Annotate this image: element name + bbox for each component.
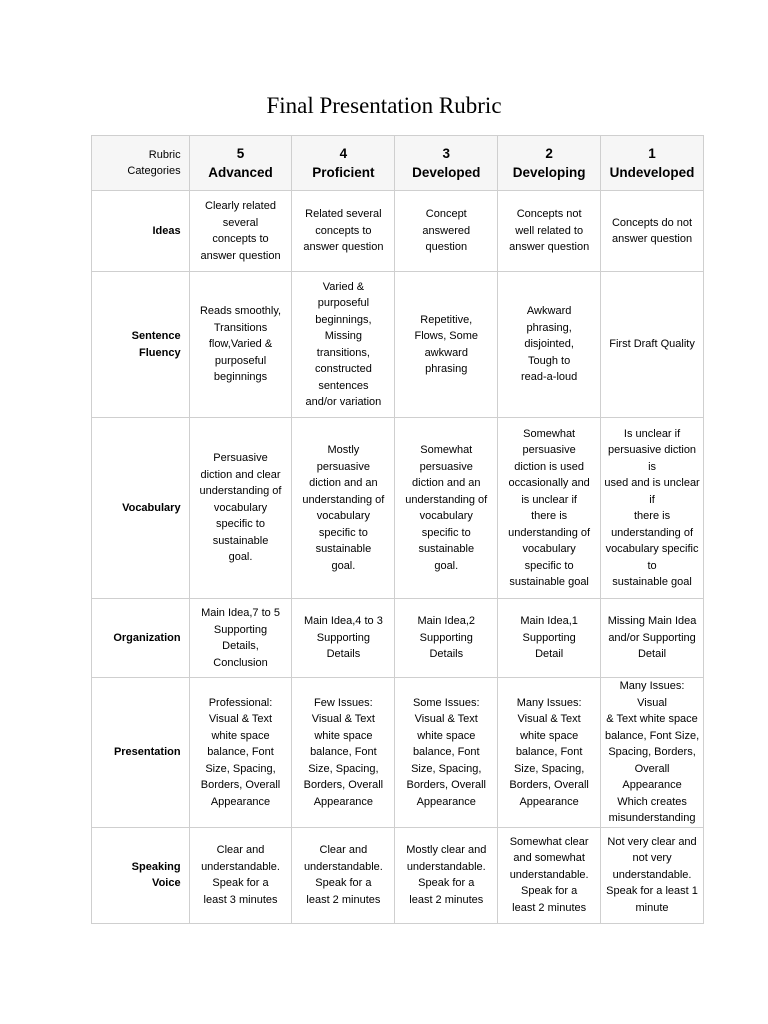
level-name: Undeveloped bbox=[609, 165, 695, 180]
cell-text: Professional: Visual & Text white space balance, Font Size, Spacing, Borders, Overall Appearance bbox=[200, 696, 281, 808]
cell-text: Missing Main Idea and/or Supporting Detail bbox=[607, 615, 697, 661]
cell-text: Clear and understandable. Speak for a least 3 minutes bbox=[201, 844, 280, 906]
rubric-cell bbox=[292, 678, 395, 828]
cell-text: Somewhat clear and somewhat understandable. Speak for a least 2 minutes bbox=[509, 835, 589, 914]
row-label-cell bbox=[92, 272, 190, 418]
rubric-row-ideas bbox=[92, 191, 704, 272]
rubric-cell bbox=[189, 599, 292, 678]
level-header-2 bbox=[498, 136, 601, 191]
cell-text: Clearly related several concepts to answer question bbox=[200, 200, 281, 262]
rubric-cell bbox=[498, 827, 601, 923]
level-name: Developing bbox=[512, 165, 586, 180]
rubric-cell bbox=[498, 678, 601, 828]
row-label: Speaking Voice bbox=[131, 860, 181, 889]
rubric-cell bbox=[498, 272, 601, 418]
level-number: 1 bbox=[648, 146, 656, 161]
row-label-cell bbox=[92, 827, 190, 923]
cell-text: Main Idea,4 to 3 Supporting Details bbox=[303, 615, 383, 661]
cell-text: Many Issues: Visual & Text white space balance, Font Size, Spacing, Borders, Overall Appearance Which creates misunderstanding bbox=[604, 680, 700, 824]
rubric-cell bbox=[189, 678, 292, 828]
cell-text: Is unclear if persuasive diction is used and is unclear if there is understanding of vocabulary specific to sustainable goal bbox=[604, 427, 700, 588]
rubric-row-sentence-fluency bbox=[92, 272, 704, 418]
row-label: Vocabulary bbox=[122, 501, 181, 514]
rubric-cell bbox=[498, 418, 601, 599]
row-label-cell bbox=[92, 418, 190, 599]
level-name: Proficient bbox=[312, 165, 375, 180]
rubric-cell bbox=[292, 418, 395, 599]
rubric-cell bbox=[395, 191, 498, 272]
row-label-cell bbox=[92, 191, 190, 272]
rubric-cell bbox=[601, 827, 704, 923]
level-number: 3 bbox=[442, 146, 451, 161]
cell-text: Main Idea,7 to 5 Supporting Details, Conclusion bbox=[201, 607, 280, 669]
rubric-cell bbox=[292, 599, 395, 678]
level-number: 4 bbox=[339, 146, 348, 161]
cell-text: Somewhat persuasive diction and an understanding of vocabulary specific to sustainable goal. bbox=[405, 444, 488, 572]
rubric-cell bbox=[395, 272, 498, 418]
header-row bbox=[92, 136, 704, 191]
rubric-cell bbox=[292, 827, 395, 923]
category-header-cell bbox=[92, 136, 190, 191]
cell-text: Few Issues: Visual & Text white space balance, Font Size, Spacing, Borders, Overall Appearance bbox=[303, 696, 384, 808]
cell-text: Main Idea,1 Supporting Detail bbox=[520, 615, 578, 661]
rubric-cell bbox=[601, 678, 704, 828]
rubric-cell bbox=[395, 418, 498, 599]
level-name: Developed bbox=[412, 165, 481, 180]
rubric-cell bbox=[189, 191, 292, 272]
cell-text: Concepts not well related to answer question bbox=[509, 208, 590, 254]
rubric-cell bbox=[601, 418, 704, 599]
rubric-cell bbox=[395, 599, 498, 678]
level-header-3 bbox=[395, 136, 498, 191]
rubric-cell bbox=[395, 827, 498, 923]
level-number: 5 bbox=[236, 146, 245, 161]
row-label: Presentation bbox=[113, 746, 181, 758]
rubric-cell bbox=[189, 827, 292, 923]
rubric-cell bbox=[498, 191, 601, 272]
rubric-cell bbox=[189, 418, 292, 599]
cell-text: Awkward phrasing, disjointed, Tough to read-a-loud bbox=[521, 305, 578, 384]
cell-text: Concept answered question bbox=[422, 208, 471, 254]
cell-text: Many Issues: Visual & Text white space balance, Font Size, Spacing, Borders, Overall Appearance bbox=[509, 696, 589, 808]
cell-text: Reads smoothly, Transitions flow,Varied & purposeful beginnings bbox=[199, 305, 282, 384]
cell-text: Some Issues: Visual & Text white space balance, Font Size, Spacing, Borders, Overall Appearance bbox=[406, 696, 486, 808]
row-label: Sentence Fluency bbox=[131, 330, 181, 359]
rubric-cell bbox=[395, 678, 498, 828]
rubric-cell bbox=[292, 191, 395, 272]
rubric-cell bbox=[601, 191, 704, 272]
rubric-cell bbox=[498, 599, 601, 678]
cell-text: First Draft Quality bbox=[609, 338, 695, 351]
rubric-row-vocabulary bbox=[92, 418, 704, 599]
row-label: Ideas bbox=[152, 224, 181, 237]
rubric-table bbox=[91, 135, 704, 924]
level-number: 2 bbox=[545, 146, 553, 161]
rubric-row-presentation bbox=[92, 678, 704, 828]
cell-text: Varied & purposeful beginnings, Missing transitions, constructed sentences and/or variation bbox=[305, 280, 382, 408]
rubric-cell bbox=[189, 272, 292, 418]
cell-text: Mostly clear and understandable. Speak for a least 2 minutes bbox=[406, 844, 487, 906]
category-header-label: Rubric Categories bbox=[127, 148, 181, 177]
cell-text: Main Idea,2 Supporting Details bbox=[417, 615, 475, 661]
rubric-row-organization bbox=[92, 599, 704, 678]
level-header-5 bbox=[189, 136, 292, 191]
cell-text: Repetitive, Flows, Some awkward phrasing bbox=[414, 313, 479, 375]
page-title: Final Presentation Rubric bbox=[266, 93, 502, 118]
row-label: Organization bbox=[113, 631, 181, 644]
level-header-4 bbox=[292, 136, 395, 191]
level-name: Advanced bbox=[208, 165, 273, 180]
cell-text: Not very clear and not very understandable. Speak for a least 1 minute bbox=[606, 835, 698, 914]
rubric-cell bbox=[601, 599, 704, 678]
cell-text: Persuasive diction and clear understanding of vocabulary specific to sustainable goal. bbox=[199, 452, 282, 564]
rubric-cell bbox=[292, 272, 395, 418]
cell-text: Related several concepts to answer question bbox=[303, 208, 384, 254]
level-header-1 bbox=[601, 136, 704, 191]
rubric-row-speaking-voice bbox=[92, 827, 704, 923]
cell-text: Concepts do not answer question bbox=[611, 216, 693, 245]
rubric-cell bbox=[601, 272, 704, 418]
cell-text: Somewhat persuasive diction is used occasionally and is unclear if there is understanding of vocabulary specific to sustainable goal bbox=[508, 427, 591, 588]
cell-text: Clear and understandable. Speak for a least 2 minutes bbox=[303, 844, 383, 906]
row-label-cell bbox=[92, 599, 190, 678]
cell-text: Mostly persuasive diction and an understanding of vocabulary specific to sustainable goal. bbox=[302, 444, 385, 572]
row-label-cell bbox=[92, 678, 190, 828]
